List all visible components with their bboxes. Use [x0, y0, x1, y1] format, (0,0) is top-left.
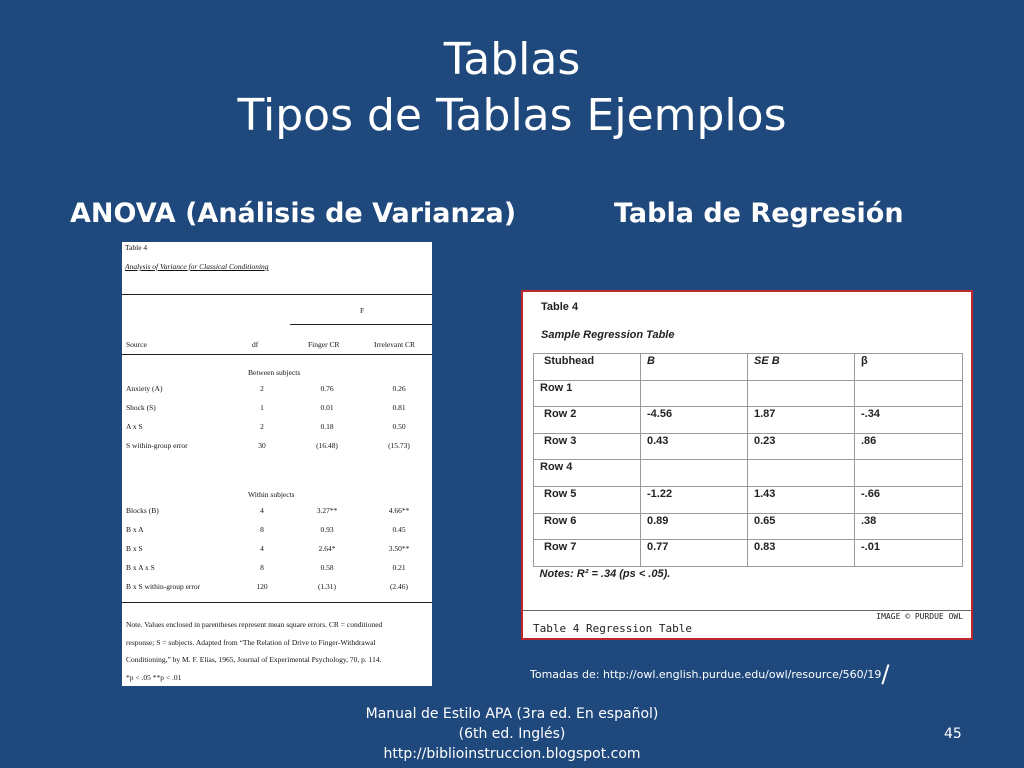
anova-cell-source: S within-group error [126, 441, 188, 450]
anova-cell-source: Shock (S) [126, 403, 156, 412]
table-cell: 1.43 [748, 486, 855, 513]
anova-row [122, 422, 432, 434]
anova-header-source: Source [126, 340, 147, 349]
anova-note-line: response; S = subjects. Adapted from “The Relation of Drive to Finger-Withdrawal [126, 637, 376, 647]
table-row [534, 354, 963, 381]
table-cell: 0.65 [748, 513, 855, 540]
table-cell [748, 380, 855, 407]
footer-line-1: Manual de Estilo APA (3ra ed. En español) [365, 706, 659, 722]
table-cell [641, 460, 748, 487]
footer-line-2: (6th ed. Inglés) [458, 726, 566, 742]
title-line-1: Tablas [443, 34, 581, 85]
table-cell: -.01 [855, 540, 963, 567]
table-cell: -1.22 [641, 486, 748, 513]
subtitle-regression: Tabla de Regresión [614, 198, 904, 229]
table-row [534, 433, 963, 460]
anova-cell-source: B x S within-group error [126, 582, 201, 591]
table-cell: Row 5 [534, 486, 641, 513]
regression-header-stubhead: Stubhead [534, 354, 641, 381]
table-row [534, 486, 963, 513]
anova-cell-source: Blocks (B) [126, 506, 159, 515]
anova-row [122, 384, 432, 396]
anova-header-rule [122, 354, 432, 355]
table-cell: 0.77 [641, 540, 748, 567]
table-row [534, 460, 963, 487]
anova-cell-irrelevant: 0.50 [392, 422, 406, 431]
anova-cell-df: 4 [260, 506, 264, 515]
table-cell [641, 380, 748, 407]
table-cell: Row 2 [534, 407, 641, 434]
table-cell [855, 380, 963, 407]
anova-cell-irrelevant: (2.46) [389, 582, 409, 591]
anova-cell-finger: (16.48) [316, 441, 338, 450]
slide-title [0, 32, 1024, 144]
anova-spanner-rule [290, 324, 432, 325]
table-cell: Row 1 [534, 380, 641, 407]
anova-cell-df: 8 [260, 563, 264, 572]
anova-header-df: df [252, 340, 259, 349]
anova-cell-irrelevant: 3.50** [388, 544, 410, 553]
regression-caption-rule [523, 610, 971, 611]
regression-table-title: Sample Regression Table [541, 329, 675, 341]
anova-row [122, 441, 432, 453]
table-cell: 0.89 [641, 513, 748, 540]
table-cell: -.66 [855, 486, 963, 513]
anova-table-title: Analysis of Variance for Classical Conditioning [125, 262, 269, 271]
regression-table-label: Table 4 [541, 301, 579, 313]
anova-header-finger: Finger CR [308, 340, 340, 349]
anova-group-between: Between subjects [248, 368, 301, 377]
anova-row [122, 506, 432, 518]
table-cell [855, 460, 963, 487]
anova-cell-source: B x A x S [126, 563, 155, 572]
anova-cell-irrelevant: 0.26 [392, 384, 406, 393]
page-number: 45 [944, 726, 962, 742]
table-cell: Row 4 [534, 460, 641, 487]
anova-cell-finger: 3.27** [316, 506, 338, 515]
source-text: Tomadas de: http://owl.english.purdue.edu/owl/resource/560/19 [530, 668, 882, 681]
table-row [534, 566, 963, 590]
subtitle-anova: ANOVA (Análisis de Varianza) [70, 198, 517, 229]
regression-table [533, 353, 963, 590]
anova-cell-irrelevant: 4.66** [388, 506, 410, 515]
anova-bottom-rule [122, 602, 432, 603]
table-cell: .38 [855, 513, 963, 540]
table-cell: Row 3 [534, 433, 641, 460]
regression-table-image [521, 290, 973, 640]
source-slash: / [881, 660, 890, 688]
anova-cell-df: 120 [256, 582, 268, 591]
table-cell: 0.23 [748, 433, 855, 460]
table-cell: .86 [855, 433, 963, 460]
table-cell: 0.83 [748, 540, 855, 567]
anova-cell-finger: 0.18 [320, 422, 334, 431]
anova-group-within: Within subjects [248, 490, 295, 499]
regression-image-credit: IMAGE © PURDUE OWL [876, 612, 963, 621]
anova-row [122, 544, 432, 556]
anova-row [122, 525, 432, 537]
anova-cell-df: 2 [260, 422, 264, 431]
table-row [534, 380, 963, 407]
anova-top-rule [122, 294, 432, 295]
anova-cell-finger: 0.01 [320, 403, 334, 412]
anova-cell-irrelevant: 0.45 [392, 525, 406, 534]
anova-cell-df: 8 [260, 525, 264, 534]
anova-table-image [122, 242, 432, 686]
anova-cell-irrelevant: 0.21 [392, 563, 406, 572]
table-cell: 0.43 [641, 433, 748, 460]
table-cell: 1.87 [748, 407, 855, 434]
table-cell: -4.56 [641, 407, 748, 434]
table-cell: -.34 [855, 407, 963, 434]
anova-cell-finger: 0.93 [320, 525, 334, 534]
slide-footer [300, 704, 724, 764]
anova-cell-irrelevant: (15.73) [388, 441, 410, 450]
anova-cell-source: A x S [126, 422, 143, 431]
anova-cell-df: 1 [260, 403, 264, 412]
anova-cell-df: 30 [258, 441, 266, 450]
anova-row [122, 403, 432, 415]
anova-table-label: Table 4 [125, 243, 148, 252]
anova-cell-df: 4 [260, 544, 264, 553]
anova-cell-source: Anxiety (A) [126, 384, 163, 393]
anova-cell-finger: (1.31) [317, 582, 337, 591]
regression-table-content [533, 295, 963, 608]
anova-note [126, 616, 426, 686]
source-citation [530, 656, 890, 688]
anova-cell-source: B x A [126, 525, 144, 534]
table-cell: Row 6 [534, 513, 641, 540]
anova-cell-df: 2 [260, 384, 264, 393]
footer-link[interactable]: http://biblioinstruccion.blogspot.com [383, 746, 641, 762]
anova-spanner-f: F [360, 306, 365, 315]
regression-image-caption: Table 4 Regression Table [533, 622, 692, 635]
anova-note-line: Conditioning,” by M. F. Elias, 1965, Journal of Experimental Psychology, 70, p. 114. [126, 655, 382, 664]
table-row [534, 540, 963, 567]
anova-cell-finger: 2.64* [318, 544, 336, 553]
anova-header-irrelevant: Irrelevant CR [374, 340, 416, 349]
regression-header-b: B [641, 354, 748, 381]
anova-cell-finger: 0.76 [320, 384, 334, 393]
table-row [534, 513, 963, 540]
regression-note: Notes: R² = .34 (ps < .05). [539, 567, 671, 580]
anova-note-line: *p < .05 **p < .01 [126, 672, 182, 682]
anova-cell-source: B x S [126, 544, 143, 553]
anova-row [122, 563, 432, 575]
table-cell [748, 460, 855, 487]
anova-cell-irrelevant: 0.81 [392, 403, 406, 412]
anova-row [122, 582, 432, 594]
title-line-2: Tipos de Tablas Ejemplos [237, 90, 787, 141]
table-row [534, 407, 963, 434]
table-cell: Row 7 [534, 540, 641, 567]
anova-cell-finger: 0.58 [320, 563, 334, 572]
regression-header-seb: SE B [748, 354, 855, 381]
anova-note-line: Note. Values enclosed in parentheses represent mean square errors. CR = conditioned [126, 620, 383, 629]
regression-header-beta: β [855, 354, 963, 381]
